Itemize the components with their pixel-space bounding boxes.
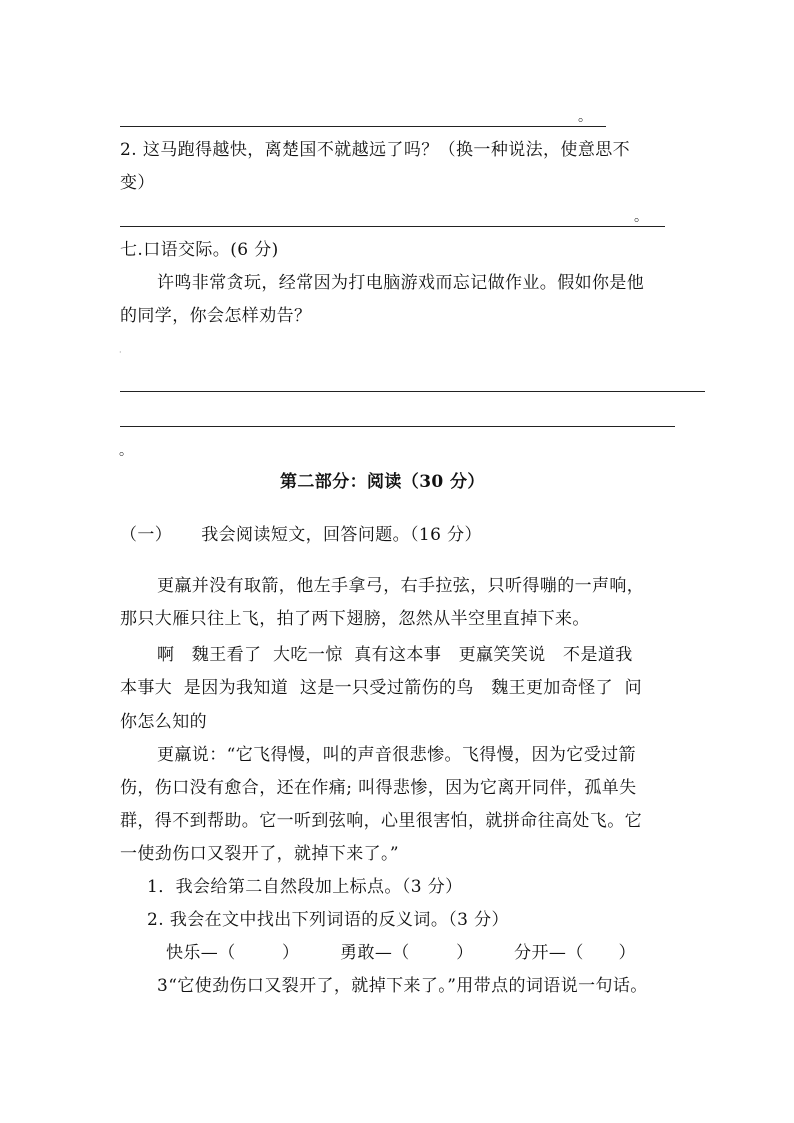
period-mark: 。 bbox=[634, 209, 648, 225]
passage-p3-line1: 更羸说：“它飞得慢，叫的声音很悲惨。飞得慢，因为它受过箭 bbox=[157, 745, 636, 765]
answer-line-1[interactable] bbox=[120, 126, 606, 127]
passage-p3-line4: 一使劲伤口又裂开了，就掉下来了。” bbox=[120, 844, 399, 864]
period-mark: 。 bbox=[119, 443, 133, 459]
antonym-blanks[interactable]: 快乐—（ ） 勇敢—（ ） 分开—（ ） bbox=[166, 943, 636, 963]
section7-prompt-line1: 许鸣非常贪玩，经常因为打电脑游戏而忘记做作业。假如你是他 bbox=[157, 273, 645, 293]
part2-sub-heading: （一） 我会阅读短文，回答问题。（16 分） bbox=[120, 525, 482, 545]
answer-line-3[interactable] bbox=[120, 391, 705, 392]
passage-p2-line1: 啊 魏王看了 大吃一惊 真有这本事 更羸笑笑说 不是道我 bbox=[157, 645, 633, 665]
period-mark: 。 bbox=[578, 109, 592, 125]
section7-prompt-line2: 的同学，你会怎样劝告？ bbox=[120, 306, 312, 326]
q2-text-line1: 2. 这马跑得越快，离楚国不就越远了吗？（换一种说法，使意思不 bbox=[120, 140, 631, 160]
q2-text-line2: 变） bbox=[120, 173, 155, 193]
answer-line-4[interactable] bbox=[120, 426, 675, 427]
question-1: 1．我会给第二自然段加上标点。（3 分） bbox=[147, 877, 463, 897]
passage-p3-line2: 伤，伤口没有愈合，还在作痛; 叫得悲惨，因为它离开同伴，孤单失 bbox=[120, 778, 637, 798]
passage-p2-line2: 本事大 是因为我知道 这是一只受过箭伤的鸟 魏王更加奇怪了 问 bbox=[120, 678, 643, 698]
part2-heading: 第二部分：阅读（30 分） bbox=[280, 472, 485, 492]
small-mark: · bbox=[119, 348, 122, 357]
passage-p1-line2: 那只大雁只往上飞，拍了两下翅膀，忽然从半空里直掉下来。 bbox=[120, 609, 590, 629]
question-2: 2. 我会在文中找出下列词语的反义词。（3 分） bbox=[147, 910, 509, 930]
question-3: 3“它使劲伤口又裂开了，就掉下来了。”用带点的词语说一句话。 bbox=[157, 976, 648, 996]
passage-p1-line1: 更羸并没有取箭，他左手拿弓，右手拉弦，只听得嘣的一声响， bbox=[157, 576, 645, 596]
passage-p3-line3: 群，得不到帮助。它一听到弦响，心里很害怕，就拼命往高处飞。它 bbox=[120, 811, 642, 831]
answer-line-2[interactable] bbox=[120, 226, 665, 227]
section7-title: 七.口语交际。(6 分) bbox=[120, 240, 279, 260]
passage-p2-line3: 你怎么知的 bbox=[120, 712, 207, 732]
